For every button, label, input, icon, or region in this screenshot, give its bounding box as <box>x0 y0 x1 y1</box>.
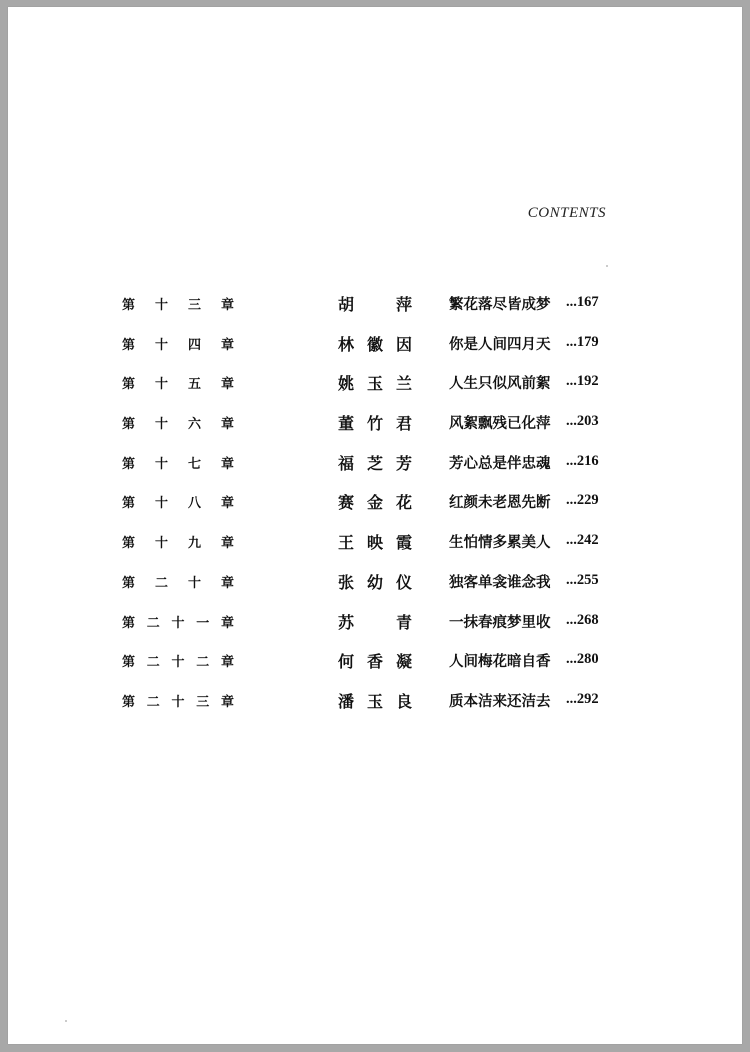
person-name <box>338 411 412 434</box>
chapter-char: 第 <box>122 417 136 433</box>
chapter-label <box>122 691 234 710</box>
toc-list <box>8 292 742 729</box>
chapter-title: 风絮飘残已化萍 <box>449 415 551 433</box>
name-char: 幼 <box>366 572 383 592</box>
chapter-title: 人生只似风前絮 <box>449 375 551 393</box>
person-name <box>338 530 412 553</box>
chapter-char: 第 <box>122 575 136 591</box>
name-char: 因 <box>395 334 412 354</box>
name-char: 董 <box>338 414 355 434</box>
page-number: ...292 <box>566 690 599 707</box>
name-char: 林 <box>338 334 355 354</box>
page-number: ...179 <box>566 333 599 350</box>
name-char: 徽 <box>366 334 383 354</box>
chapter-title: 芳心总是伴忠魂 <box>449 454 551 472</box>
name-char: 芳 <box>395 453 412 473</box>
chapter-char: 十 <box>171 615 185 631</box>
chapter-char: 十 <box>171 694 185 710</box>
name-char: 霞 <box>395 533 412 553</box>
chapter-char: 二 <box>146 655 160 671</box>
chapter-char: 九 <box>187 536 201 552</box>
chapter-char: 第 <box>122 496 136 512</box>
name-char: 金 <box>366 493 383 513</box>
chapter-char: 第 <box>122 694 136 710</box>
person-name <box>338 292 412 315</box>
chapter-char: 章 <box>220 377 234 393</box>
chapter-char: 十 <box>187 575 201 591</box>
toc-entry <box>8 371 742 411</box>
chapter-char: 一 <box>196 615 210 631</box>
chapter-char: 第 <box>122 337 136 353</box>
book-page <box>8 7 742 1044</box>
chapter-label <box>122 334 234 353</box>
name-char: 青 <box>395 612 412 632</box>
chapter-char: 十 <box>154 417 168 433</box>
chapter-char: 章 <box>220 298 234 313</box>
chapter-char: 章 <box>220 615 234 631</box>
toc-entry <box>8 451 742 491</box>
chapter-char: 十 <box>154 496 168 512</box>
chapter-label <box>122 492 234 511</box>
chapter-char: 二 <box>154 575 168 591</box>
page-number: ...203 <box>566 413 599 430</box>
chapter-title: 繁花落尽皆成梦 <box>449 296 551 313</box>
name-char: 仪 <box>395 572 412 592</box>
chapter-char: 章 <box>220 456 234 472</box>
paper-speck <box>65 1020 67 1022</box>
toc-entry <box>8 530 742 570</box>
name-char: 姚 <box>338 374 355 394</box>
chapter-title: 你是人间四月天 <box>449 335 551 353</box>
chapter-label <box>122 294 234 313</box>
page-number: ...192 <box>566 373 599 390</box>
person-name <box>338 570 412 593</box>
chapter-char: 四 <box>187 337 201 353</box>
name-char: 胡 <box>338 295 355 314</box>
chapter-char: 章 <box>220 536 234 552</box>
name-char: 玉 <box>366 374 383 394</box>
chapter-label <box>122 572 234 591</box>
toc-entry <box>8 570 742 610</box>
chapter-char: 八 <box>187 496 201 512</box>
chapter-char: 第 <box>122 655 136 671</box>
name-char: 竹 <box>366 414 383 434</box>
page-number: ...242 <box>566 532 599 549</box>
toc-entry <box>8 411 742 451</box>
person-name <box>338 649 412 672</box>
chapter-char: 章 <box>220 417 234 433</box>
chapter-label <box>122 532 234 551</box>
chapter-char: 第 <box>122 615 136 631</box>
chapter-label <box>122 413 234 432</box>
chapter-char: 六 <box>187 417 201 433</box>
chapter-title: 独客单衾谁念我 <box>449 573 551 591</box>
name-char: 萍 <box>395 295 412 314</box>
chapter-char: 二 <box>146 615 160 631</box>
chapter-char: 第 <box>122 377 136 393</box>
name-char: 香 <box>366 652 383 672</box>
name-char: 花 <box>395 493 412 513</box>
person-name <box>338 371 412 394</box>
chapter-char: 章 <box>220 655 234 671</box>
name-char: 良 <box>395 691 412 711</box>
paper-speck <box>606 265 608 267</box>
chapter-label <box>122 373 234 392</box>
chapter-char: 第 <box>122 298 136 313</box>
page-number: ...216 <box>566 452 599 469</box>
toc-entry <box>8 610 742 650</box>
chapter-title: 红颜未老恩先断 <box>449 494 551 512</box>
chapter-char: 章 <box>220 496 234 512</box>
person-name <box>338 451 412 474</box>
name-char: 凝 <box>395 652 412 672</box>
name-char: 芝 <box>366 453 383 473</box>
page-number: ...280 <box>566 651 599 668</box>
name-char: 君 <box>395 414 412 434</box>
chapter-char: 二 <box>146 694 160 710</box>
name-char: 何 <box>338 652 355 672</box>
person-name <box>338 610 412 633</box>
toc-entry <box>8 490 742 530</box>
name-char: 苏 <box>338 612 355 632</box>
chapter-char: 第 <box>122 456 136 472</box>
chapter-char: 二 <box>196 655 210 671</box>
name-char: 福 <box>338 453 355 473</box>
chapter-label <box>122 453 234 472</box>
person-name <box>338 332 412 355</box>
name-char: 潘 <box>338 691 355 711</box>
person-name <box>338 490 412 513</box>
name-char: 王 <box>338 533 355 553</box>
chapter-char: 十 <box>154 377 168 393</box>
page-number: ...229 <box>566 492 599 509</box>
name-char: 映 <box>366 533 383 553</box>
chapter-char: 三 <box>196 694 210 710</box>
chapter-char: 章 <box>220 575 234 591</box>
chapter-char: 五 <box>187 377 201 393</box>
page-number: ...167 <box>566 294 599 310</box>
toc-entry <box>8 689 742 729</box>
name-char: 玉 <box>366 691 383 711</box>
chapter-char: 第 <box>122 536 136 552</box>
chapter-char: 十 <box>154 536 168 552</box>
person-name <box>338 689 412 712</box>
chapter-char: 章 <box>220 694 234 710</box>
chapter-title: 一抹春痕梦里收 <box>449 613 551 631</box>
contents-heading: CONTENTS <box>527 205 606 221</box>
chapter-char: 七 <box>187 456 201 472</box>
page-number: ...255 <box>566 571 599 588</box>
chapter-char: 三 <box>187 298 201 313</box>
chapter-char: 十 <box>154 298 168 313</box>
name-char: 兰 <box>395 374 412 394</box>
chapter-title: 生怕情多累美人 <box>449 534 551 552</box>
page-number: ...268 <box>566 611 599 628</box>
chapter-char: 章 <box>220 337 234 353</box>
chapter-title: 人间梅花暗自香 <box>449 653 551 671</box>
toc-entry <box>8 332 742 372</box>
chapter-title: 质本洁来还洁去 <box>449 692 551 710</box>
chapter-label <box>122 612 234 631</box>
chapter-char: 十 <box>154 337 168 353</box>
chapter-char: 十 <box>154 456 168 472</box>
toc-entry <box>8 649 742 689</box>
toc-entry <box>8 292 742 332</box>
chapter-char: 十 <box>171 655 185 671</box>
name-char: 赛 <box>338 493 355 513</box>
name-char: 张 <box>338 572 355 592</box>
chapter-label <box>122 651 234 670</box>
